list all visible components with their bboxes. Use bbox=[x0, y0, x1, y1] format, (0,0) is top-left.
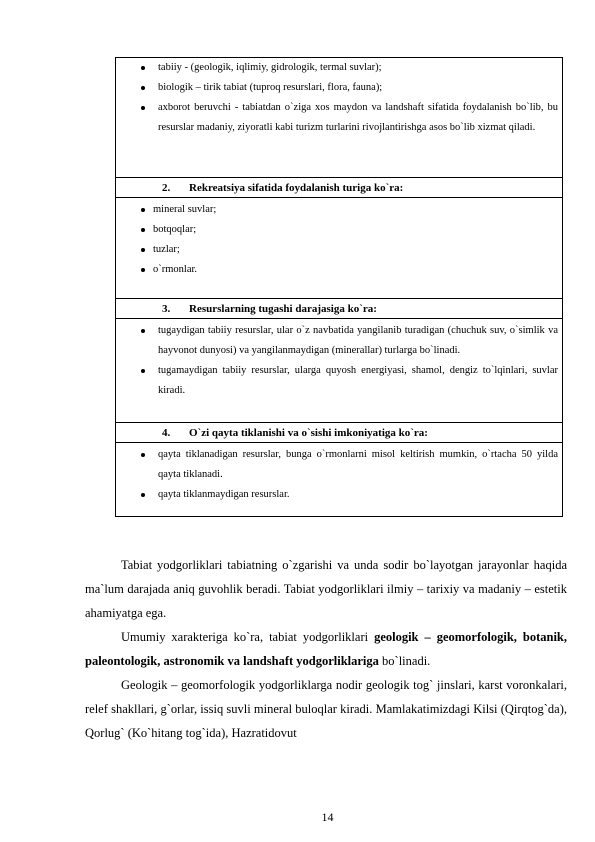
paragraph: Geologik – geomorfologik yodgorliklarga nodir geologik tog` jinslari, karst voronkalari, relef shakllari, g`orlar, issiq suvli mineral buloqlar kiradi. Mamlakatimizdagi Kilsi (Qirqtog`da), Qorlug` (Ko`hitang tog`ida), Hazratidovut bbox=[85, 678, 567, 740]
list-item: qayta tiklanmaydigan resurslar. bbox=[116, 485, 558, 505]
heading-number: 4. bbox=[162, 427, 171, 439]
list-item: tugamaydigan tabiiy resurslar, ularga quyosh energiyasi, shamol, dengiz to`lqinlari, suvlar kiradi. bbox=[116, 361, 558, 401]
heading-number: 2. bbox=[162, 182, 171, 194]
table-cell-renewal-items bbox=[116, 443, 562, 516]
page-number: 14 bbox=[321, 810, 334, 824]
table-cell-natural-types bbox=[116, 58, 562, 178]
paragraph: Umumiy xarakteriga ko`ra, tabiat yodgorliklari geologik – geomorfologik, botanik, paleontologik, astronomik va landshaft yodgorliklariga bo`linadi. bbox=[85, 630, 567, 668]
list-item: tuzlar; bbox=[116, 240, 558, 260]
paragraph: Tabiat yodgorliklari tabiatning o`zgarishi va unda sodir bo`layotgan jarayonlar haqida ma`lum darajada aniq guvohlik beradi. Tabiat yodgorliklari ilmiy – tarixiy va madaniy – estetik ahamiyatga ega. bbox=[85, 558, 567, 620]
bullet-icon bbox=[141, 106, 145, 110]
table-heading-depletion bbox=[116, 299, 562, 319]
table-heading-renewal bbox=[116, 423, 562, 443]
list-item: axborot beruvchi - tabiatdan o`ziga xos maydon va landshaft sifatida foydalanish bo`lib, bu resurslar madaniy, ziyoratli kabi turizm turlarini rivojlantirishga asos bo`lib xizmat qiladi. bbox=[116, 98, 558, 138]
heading-text: Resurslarning tugashi darajasiga ko`ra: bbox=[189, 303, 377, 315]
list-item: biologik – tirik tabiat (tuproq resurslari, flora, fauna); bbox=[116, 78, 558, 98]
bullet-icon bbox=[141, 86, 145, 90]
table-cell-recreation-items bbox=[116, 198, 562, 299]
list-item: qayta tiklanadigan resurslar, bunga o`rmonlarni misol keltirish mumkin, o`rtacha 50 yilda qayta tiklanadi. bbox=[116, 445, 558, 485]
bullet-icon bbox=[141, 228, 145, 232]
list-item: o`rmonlar. bbox=[116, 260, 558, 280]
bullet-icon bbox=[141, 329, 145, 333]
list-item: mineral suvlar; bbox=[116, 200, 558, 220]
resource-classification-table bbox=[115, 57, 563, 517]
heading-text: O`zi qayta tiklanishi va o`sishi imkoniyatiga ko`ra: bbox=[189, 427, 428, 439]
list-item: tugaydigan tabiiy resurslar, ular o`z navbatida yangilanib turadigan (chuchuk suv, o`simlik va hayvonot dunyosi) va yangilanmaydigan (minerallar) turlarga bo`linadi. bbox=[116, 321, 558, 361]
table-heading-recreation-use bbox=[116, 178, 562, 198]
bullet-icon bbox=[141, 66, 145, 70]
body-text bbox=[85, 553, 567, 745]
bullet-icon bbox=[141, 248, 145, 252]
bullet-icon bbox=[141, 453, 145, 457]
bullet-icon bbox=[141, 208, 145, 212]
bullet-icon bbox=[141, 493, 145, 497]
table-cell-depletion-items bbox=[116, 319, 562, 423]
list-item: tabiiy - (geologik, iqlimiy, gidrologik, termal suvlar); bbox=[116, 58, 558, 78]
heading-number: 3. bbox=[162, 303, 171, 315]
list-item: botqoqlar; bbox=[116, 220, 558, 240]
bullet-icon bbox=[141, 369, 145, 373]
bold-term-list: geologik – geomorfologik, botanik, paleontologik, astronomik va landshaft yodgorliklariga bbox=[85, 630, 567, 668]
bullet-icon bbox=[141, 268, 145, 272]
heading-text: Rekreatsiya sifatida foydalanish turiga ko`ra: bbox=[189, 182, 404, 194]
